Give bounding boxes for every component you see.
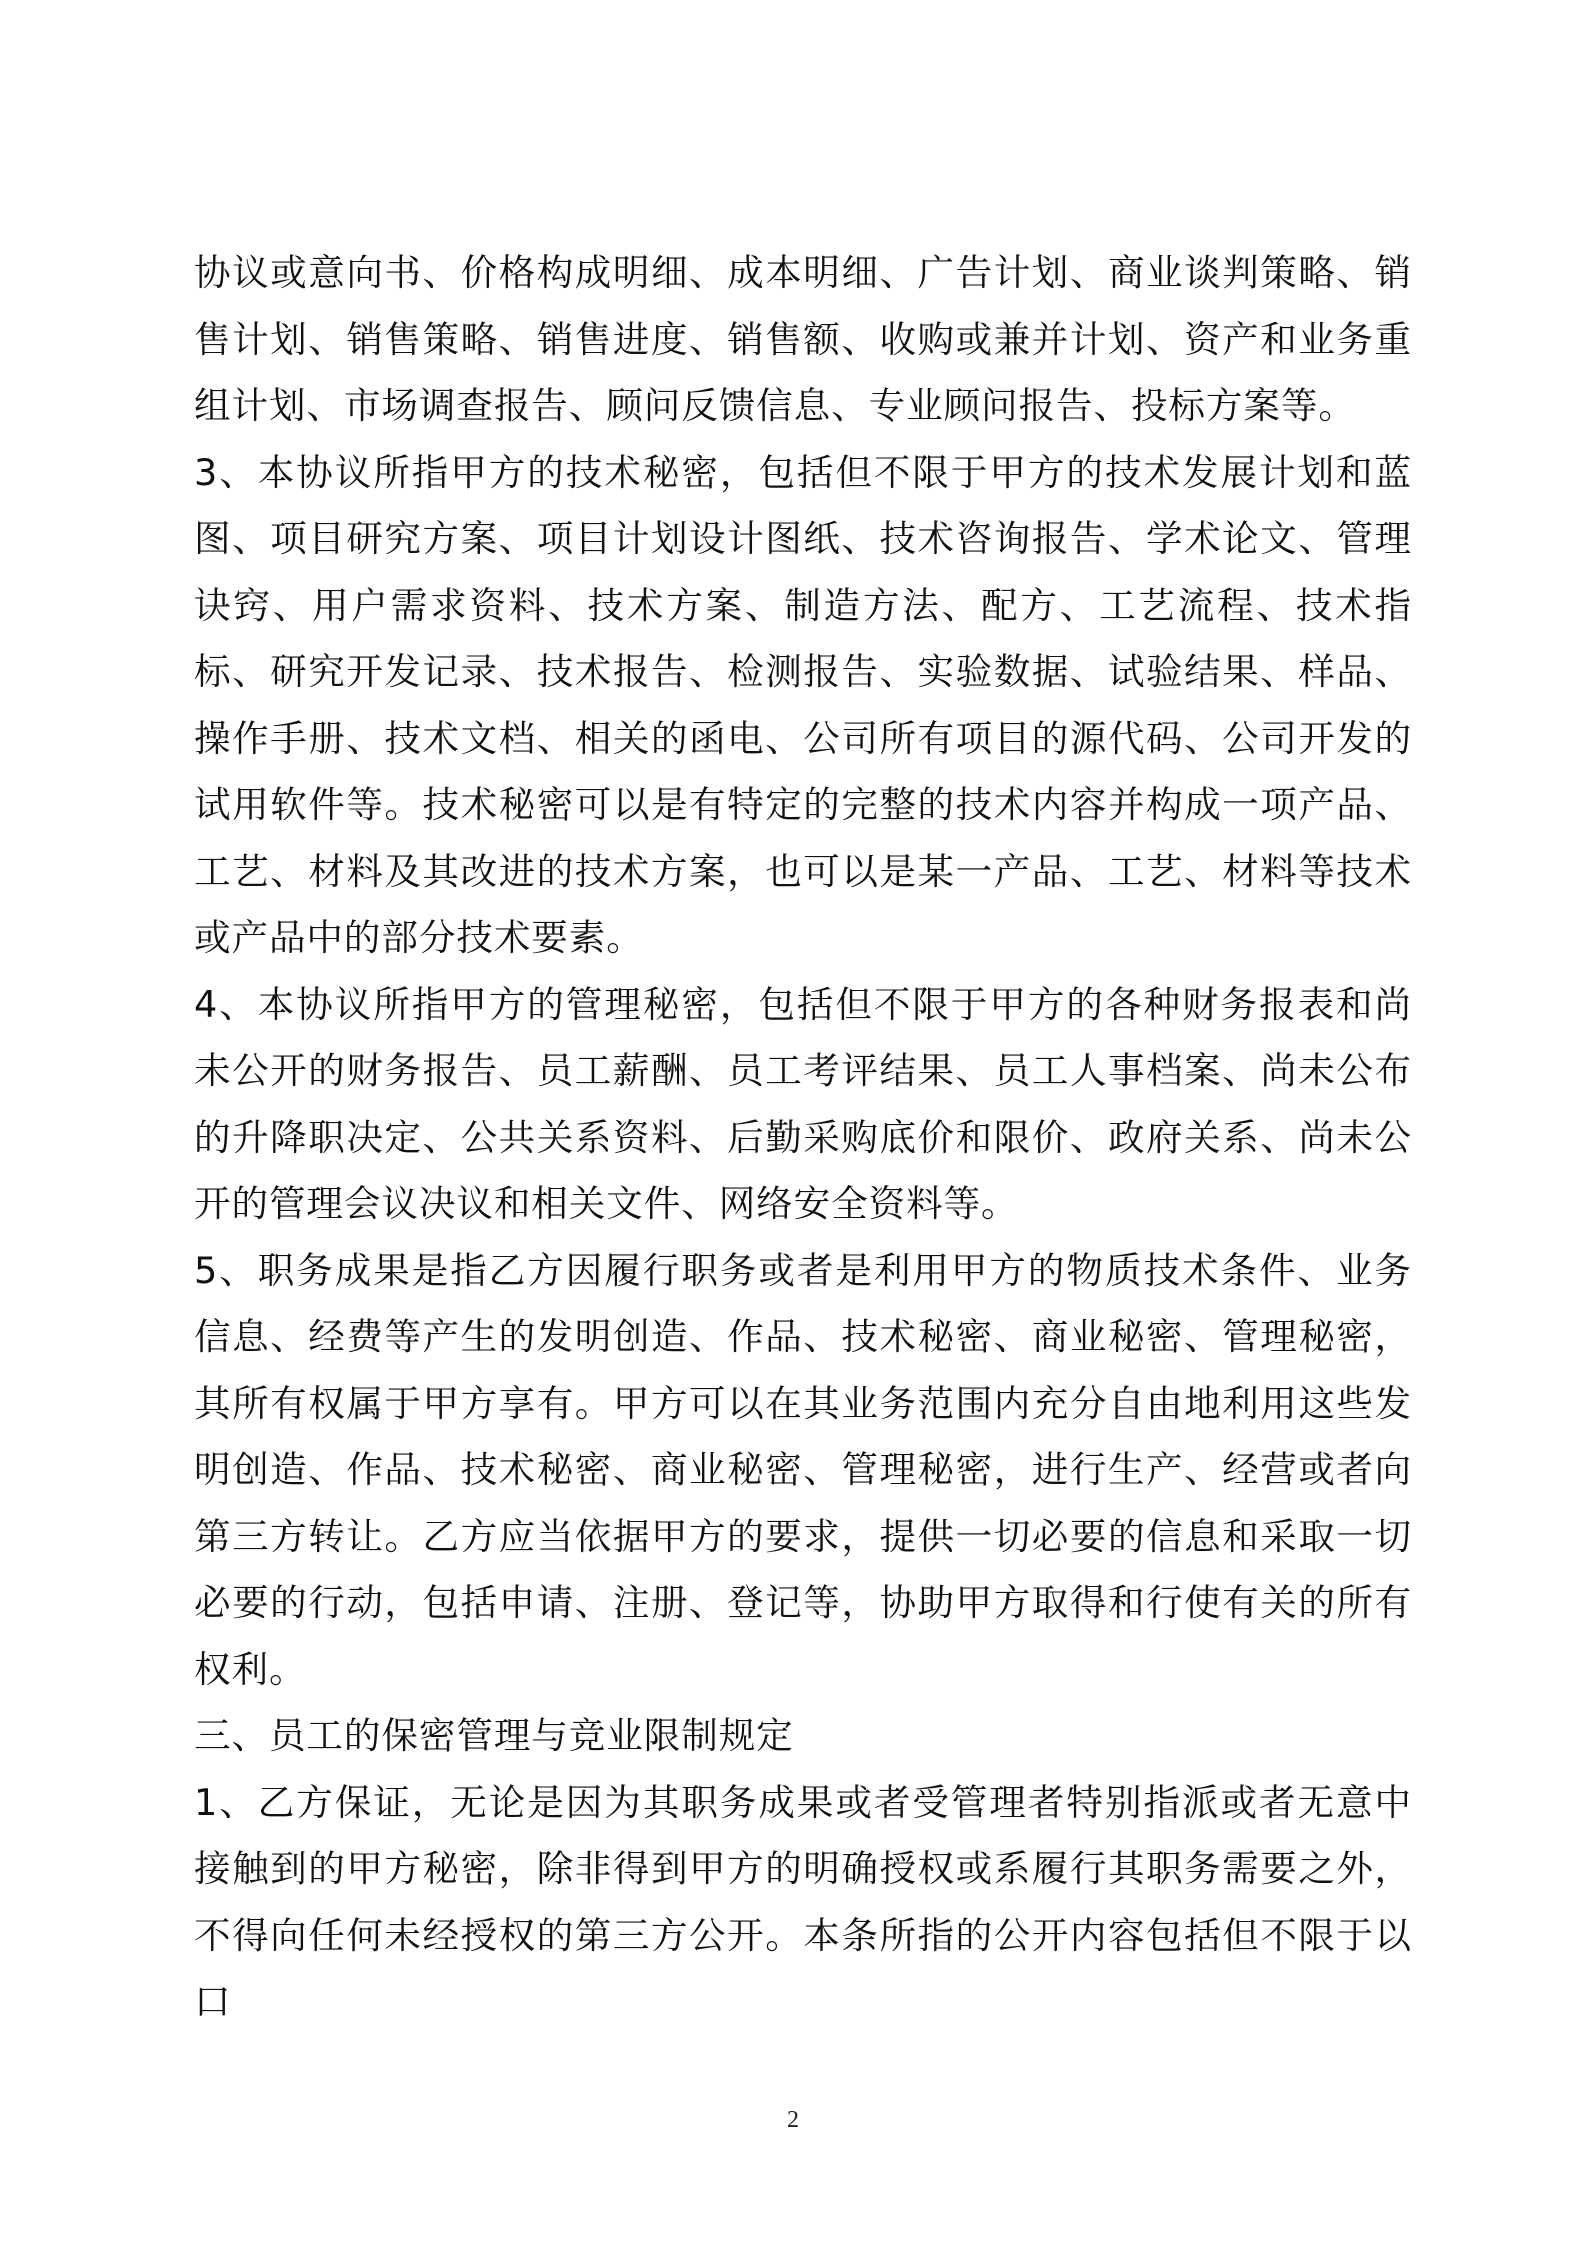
- paragraph-work-results: 5、职务成果是指乙方因履行职务或者是利用甲方的物质技术条件、业务信息、经费等产生的发明创造、作品、技术秘密、商业秘密、管理秘密，其所有权属于甲方享有。甲方可以在其业务范围内充分自由地利用这些发明创造、作品、技术秘密、商业秘密、管理秘密，进行生产、经营或者向第三方转让。乙方应当依据甲方的要求，提供一切必要的信息和采取一切必要的行动，包括申请、注册、登记等，协助甲方取得和行使有关的所有权利。: [194, 1248, 1412, 1691]
- document-body: [194, 240, 1412, 2036]
- section-heading-confidentiality-management: 三、员工的保密管理与竞业限制规定: [194, 1714, 794, 1757]
- paragraph-confidentiality-guarantee: 1、乙方保证，无论是因为其职务成果或者受管理者特别指派或者无意中接触到的甲方秘密，除非得到甲方的明确授权或系履行其职务需要之外，不得向任何未经授权的第三方公开。本条所指的公开内容包括但不限于以口: [194, 1780, 1412, 2023]
- paragraph-management-secret: 4、本协议所指甲方的管理秘密，包括但不限于甲方的各种财务报表和尚未公开的财务报告、员工薪酬、员工考评结果、员工人事档案、尚未公布的升降职决定、公共关系资料、后勤采购底价和限价、政府关系、尚未公开的管理会议决议和相关文件、网络安全资料等。: [194, 982, 1412, 1225]
- page-number: 2: [787, 2107, 799, 2133]
- paragraph-technical-secret: 3、本协议所指甲方的技术秘密，包括但不限于甲方的技术发展计划和蓝图、项目研究方案、项目计划设计图纸、技术咨询报告、学术论文、管理诀窍、用户需求资料、技术方案、制造方法、配方、工艺流程、技术指标、研究开发记录、技术报告、检测报告、实验数据、试验结果、样品、操作手册、技术文档、相关的函电、公司所有项目的源代码、公司开发的试用软件等。技术秘密可以是有特定的完整的技术内容并构成一项产品、工艺、材料及其改进的技术方案，也可以是某一产品、工艺、材料等技术或产品中的部分技术要素。: [194, 450, 1412, 959]
- paragraph-business-secret-continuation: 协议或意向书、价格构成明细、成本明细、广告计划、商业谈判策略、销售计划、销售策略、销售进度、销售额、收购或兼并计划、资产和业务重组计划、市场调查报告、顾问反馈信息、专业顾问报告、投标方案等。: [194, 251, 1412, 427]
